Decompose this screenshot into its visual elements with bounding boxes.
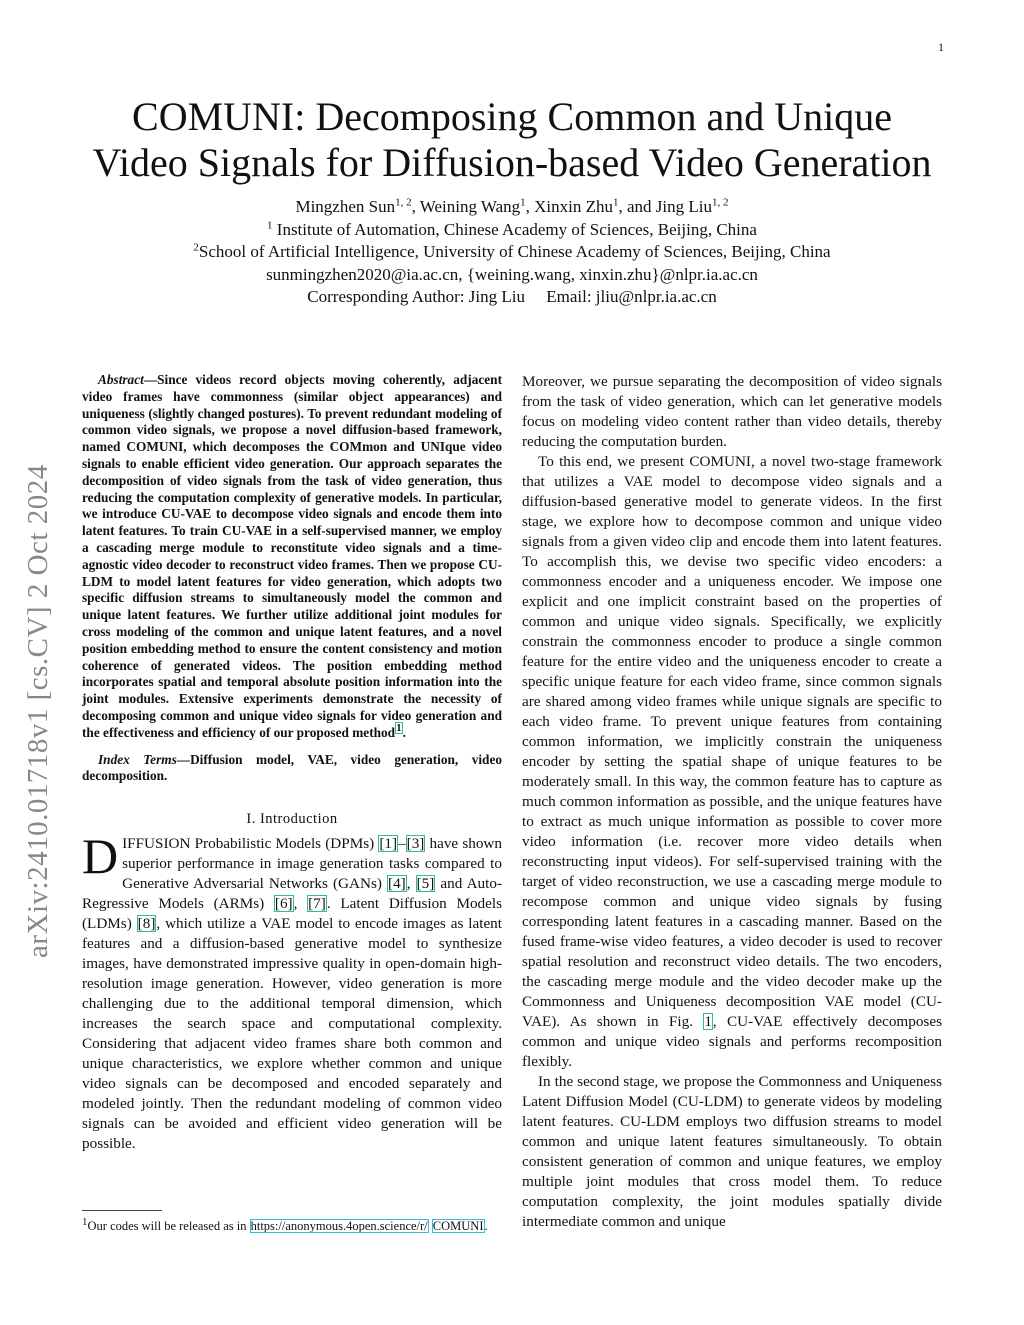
citation-link[interactable]: [6] [274,895,293,913]
code-url-link[interactable]: https://anonymous.4open.science/r/ [250,1219,428,1233]
corresponding-author: Corresponding Author: Jing Liu Email: jliu@nlpr.ia.ac.cn [307,287,717,306]
paragraph-framework: To this end, we present COMUNI, a novel two-stage framework that utilizes a VAE model to decompose video signals and a diffusion-based generative model to generate videos. In the first stage, we explore how to decompose common and unique video signals from a given video clip and encode them into latent features. To accomplish this, we devise two specific video encoders: a commonness encoder and a uniqueness encoder. We impose one explicit and one implicit constraint based on the properties of common and unique video signals. Specifically, we explicitly constrain the commonness encoder to produce a single common feature for the entire video and the uniqueness encoder to create a specific unique feature for each video frame, since common signals are shared among video frames while unique signals are specific to each video frame. To prevent unique features from containing common information, we implicitly constrain the uniqueness encoder by setting the spatial shape of unique features to be moderately small. In this way, the common feature has to capture as much common information as possible, and the unique features have to extract as much unique information as possible to cover more video information (i.e. recover more video details when reconstructing input videos). For self-supervised training with the target of video reconstruction, we use a cascading merge module to recompose common and unique video signals by fusing corresponding latent features in a cascading manner. Based on the fused frame-wise video features, a video decoder is used to recover spatial resolution and reconstruct video details. The two encoders, the cascading merge module and the video decoder make up the Commonness and Uniqueness decomposition VAE model (CU-VAE). As shown in Fig. 1, CU-VAE effectively decomposes common and unique video signals and performs recomposition flexibly. [522,453,942,1070]
index-terms: Index Terms—Diffusion model, VAE, video generation, video decomposition. [82,751,503,784]
intro-paragraph: DIFFUSION Probabilistic Models (DPMs) [1]–[3] have shown superior performance in image generation tasks compared to Generative Adversarial Networks (GANs) [4], [5] and Auto-Regressive Models (ARMs) [6], [7]. Latent Diffusion Models (LDMs) [8], which utilize a VAE model to encode images as latent features and a diffusion-based generative model to synthesize images, have demonstrated impressive quality in open-domain high-resolution image generation. However, video generation is more challenging due to the additional temporal dimension, which increases the search space and computational complexity. Considering that adjacent video frames share both common and unique characteristics, we explore whether common and unique video signals can be decomposed and encoded separately and modeled jointly. Then the redundant modeling of common video signals can be avoided and efficient video generation will be possible. [82,828,503,1153]
citation-link[interactable]: [7] [308,895,326,913]
page-number: 1 [938,40,944,54]
citation-link[interactable]: [8] [137,915,156,933]
title-line-1: COMUNI: Decomposing Common and Unique [132,94,892,139]
affiliation-2: $^2$School of Artificial Intelligence, University of Chinese Academy of Sciences, Beijing, China [193,241,831,261]
arxiv-identifier-stamp[interactable]: arXiv:2410.01718v1 [cs.CV] 2 Oct 2024 [22,464,54,958]
title-line-2: Video Signals for Diffusion-based Video Generation [92,140,932,185]
paper-title [0,94,1024,186]
code-url-link-continued[interactable]: COMUNI [432,1219,484,1233]
drop-cap: D [82,828,119,885]
abstract: Abstract—Since videos record objects moving coherently, adjacent video frames have commonness (similar object appearances) and uniqueness (slightly changed postures). To prevent redundant modeling of common video signals, we propose a novel diffusion-based framework, named COMUNI, which decomposes the COMmon and UNIque video signals to enable efficient video generation. Our approach separates the decomposition of video signals from the task of video generation, thus reducing the computation complexity of generative models. In particular, we introduce CU-VAE to decompose video signals and encode them into latent features. To train CU-VAE in a self-supervised manner, we employ a cascading merge module to reconstitute video signals and a time-agnostic video decoder to reconstruct video frames. Then we propose CU-LDM to model latent features for video generation, which adopts two specific diffusion streams to simultaneously model the common and unique latent features. We further utilize additional joint modules for cross modeling of the common and unique latent features, and a novel position embedding method to ensure the content consistency and motion coherence of generated videos. The position embedding method incorporates spatial and temporal absolute position information into the joint modules. Extensive experiments demonstrate the necessity of decomposing common and unique video signals for video generation and the effectiveness and efficiency of our proposed method$^1$. [82,372,502,740]
paragraph-moreover: Moreover, we pursue separating the decomposition of video signals from the task of video generation, which can let generative models focus on modeling video content rather than video details, thereby reducing the computation burden. [522,373,942,450]
figure-reference-link[interactable]: 1 [704,1013,712,1030]
paragraph-second-stage: In the second stage, we propose the Commonness and Uniqueness Latent Diffusion Model (CU-LDM) to generate videos by modeling latent features. CU-LDM employs two diffusion streams to model common and unique latent features simultaneously. To obtain consistent generation of common and unique features, we employ multiple joint modules that cross model them. To reduce computation complexity, the joint modules spatially divide intermediate common and unique [522,1073,942,1230]
right-column [522,372,942,1232]
author-block [0,196,1024,309]
footnote-marker-link[interactable]: 1 [396,722,402,735]
affiliation-1: $^1$ Institute of Automation, Chinese Academy of Sciences, Beijing, China [267,218,757,239]
citation-link[interactable]: [4] [388,875,406,893]
citation-link[interactable]: [5] [416,875,435,893]
footnote: $^1$Our codes will be released as in https://anonymous.4open.science/r/ COMUNI. [82,1215,488,1233]
author-emails: sunmingzhen2020@ia.ac.cn, {weining.wang, xinxin.zhu}@nlpr.ia.ac.cn [266,264,758,284]
section-heading-introduction: I. Introduction [246,811,338,828]
author-names: Mingzhen Sun$^{1, 2}$, Weining Wang$^1$, Xinxin Zhu$^1$, and Jing Liu$^{1, 2}$ [295,196,729,216]
citation-link[interactable]: [3] [406,835,425,853]
footnote-divider [82,1210,162,1211]
left-column [82,372,502,1154]
citation-link[interactable]: [1] [379,835,398,853]
